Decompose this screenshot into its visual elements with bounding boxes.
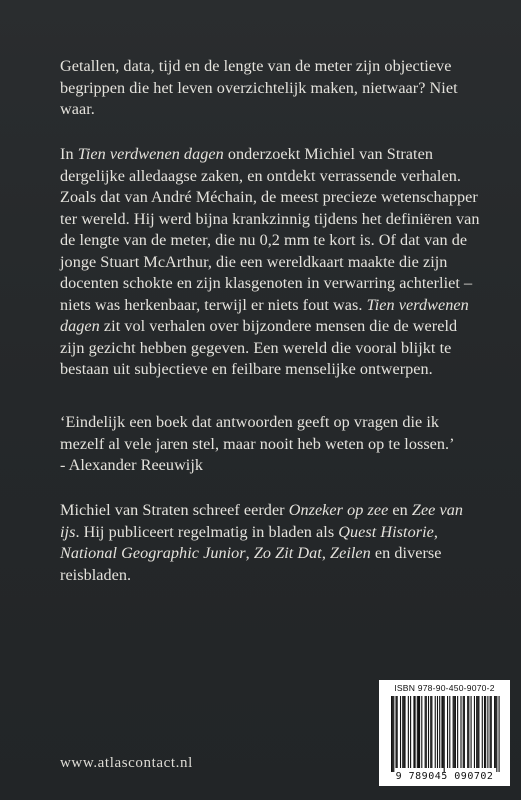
barcode-bar bbox=[485, 696, 486, 768]
barcode-bar bbox=[468, 696, 469, 768]
author-bio-text bbox=[60, 500, 480, 586]
barcode-bar bbox=[441, 696, 442, 768]
barcode-bar bbox=[417, 696, 418, 768]
barcode-bar bbox=[431, 696, 432, 768]
bio-title-italic: National Geographic Junior bbox=[60, 544, 246, 562]
barcode-bar bbox=[408, 696, 409, 768]
isbn-barcode bbox=[379, 680, 510, 786]
bio-title-italic: Zo Zit Dat bbox=[253, 544, 322, 562]
barcode-bar bbox=[391, 696, 392, 772]
barcode-bar bbox=[425, 696, 426, 768]
bio-title-italic: Zeilen bbox=[330, 544, 371, 562]
barcode-bar bbox=[421, 696, 422, 768]
summary-text-1: In bbox=[60, 145, 78, 163]
barcode-bar bbox=[491, 696, 492, 768]
barcode-bar bbox=[400, 696, 401, 768]
book-title-italic: Tien verdwenen dagen bbox=[77, 145, 224, 163]
intro-paragraph bbox=[60, 56, 480, 121]
barcode-bar bbox=[439, 696, 440, 768]
bio-text: Michiel van Straten schreef eerder bbox=[60, 501, 289, 519]
barcode-bar bbox=[460, 696, 461, 768]
barcode-bar bbox=[435, 696, 436, 768]
barcode-bar bbox=[477, 696, 478, 768]
barcode-bar bbox=[397, 696, 398, 768]
barcode-bar bbox=[410, 696, 411, 768]
summary-paragraph bbox=[60, 144, 480, 381]
barcode-bar bbox=[457, 696, 458, 768]
barcode-bar bbox=[494, 696, 495, 768]
barcode-bar bbox=[453, 696, 454, 768]
barcode-bar bbox=[403, 696, 404, 768]
intro-paragraph-text: Getallen, data, tijd en de lengte van de meter zijn objectieve begrippen die het leven overzichtelijk maken, nietwaar? Niet waar. bbox=[60, 57, 458, 118]
barcode-bar bbox=[437, 696, 438, 768]
barcode-bar bbox=[413, 696, 414, 768]
barcode-bar bbox=[487, 696, 488, 768]
summary-text-3: zit vol verhalen over bijzondere mensen die de wereld zijn gezicht hebben gegeven. Een wereld die vooral blijkt te bestaan uit subjectieve en feilbare menselijke ontwerpen. bbox=[60, 317, 458, 378]
barcode-bar bbox=[419, 696, 420, 768]
barcode-bar bbox=[499, 696, 500, 772]
bio-text: en diverse reisbladen. bbox=[60, 544, 442, 584]
barcode-bar bbox=[428, 696, 429, 768]
bio-text: en bbox=[388, 501, 412, 519]
barcode-bar bbox=[482, 696, 483, 768]
bio-text: , bbox=[433, 522, 438, 541]
barcode-bar bbox=[402, 696, 403, 768]
barcode-bar bbox=[418, 696, 419, 768]
summary-paragraph-text bbox=[60, 144, 480, 381]
barcode-bar bbox=[444, 696, 445, 772]
barcode-bar bbox=[474, 696, 475, 768]
barcode-bar bbox=[476, 696, 477, 768]
publisher-website: www.atlascontact.nl bbox=[60, 755, 193, 771]
quote-attribution: - Alexander Reeuwijk bbox=[60, 456, 204, 474]
barcode-bar bbox=[430, 696, 431, 768]
barcode-bar bbox=[490, 696, 491, 768]
bio-title-italic: Quest Historie bbox=[338, 522, 434, 541]
barcode-bar bbox=[495, 696, 496, 768]
barcode-bar bbox=[484, 696, 485, 768]
bio-text: . Hij publiceert regelmatig in bladen als bbox=[75, 522, 339, 541]
author-bio bbox=[60, 500, 480, 586]
barcode-bar bbox=[496, 696, 497, 772]
barcode-bar bbox=[455, 696, 456, 768]
bio-title-italic: Onzeker op zee bbox=[288, 501, 389, 519]
book-title-italic: Tien verdwenen dagen bbox=[60, 295, 469, 335]
barcode-bar bbox=[426, 696, 427, 768]
summary-text-2: onderzoekt Michiel van Straten dergelijke alledaagse zaken, en ontdekt verrassende verhalen. Zoals dat van André Méchain, de meest precieze wetenschapper ter wereld. Hij werd bijna krankzinnig tijdens het definiëren van de lengte van de meter, die nu 0,2 mm te kort is. Of dat van de jonge Stuart McArthur, die een wereldkaart maakte die zijn docenten schokte en zijn klasgenoten in verwarring achterliet – niets was herkenbaar, terwijl er niets fout was. bbox=[60, 145, 480, 314]
barcode-bar bbox=[404, 696, 405, 768]
barcode-bar bbox=[415, 696, 416, 768]
barcode-bar bbox=[393, 696, 394, 772]
barcode-bar bbox=[467, 696, 468, 768]
bio-title-italic: Zee van ijs bbox=[60, 501, 464, 541]
barcode-bar bbox=[449, 696, 450, 768]
quote-text: ‘Eindelijk een boek dat antwoorden geeft op vragen die ik mezelf al vele jaren stel, maar nooit heb weten op te lossen.’ bbox=[60, 413, 455, 453]
bio-text: , bbox=[245, 544, 254, 562]
barcode-bar bbox=[464, 696, 465, 768]
barcode-bar bbox=[478, 696, 479, 768]
barcode-bar bbox=[471, 696, 472, 768]
isbn-label: ISBN 978-90-450-9070-2 bbox=[394, 683, 495, 693]
review-quote bbox=[60, 412, 480, 477]
bio-text: , bbox=[321, 544, 331, 562]
barcode-bar bbox=[447, 696, 448, 768]
ean-digits: 9 789045 090702 bbox=[395, 771, 494, 782]
barcode-bar bbox=[454, 696, 455, 768]
barcode-bar bbox=[395, 696, 396, 768]
barcode-bar bbox=[463, 696, 464, 768]
barcode-bar bbox=[392, 696, 393, 772]
barcode-bars bbox=[379, 694, 510, 772]
barcode-bar bbox=[443, 696, 444, 768]
